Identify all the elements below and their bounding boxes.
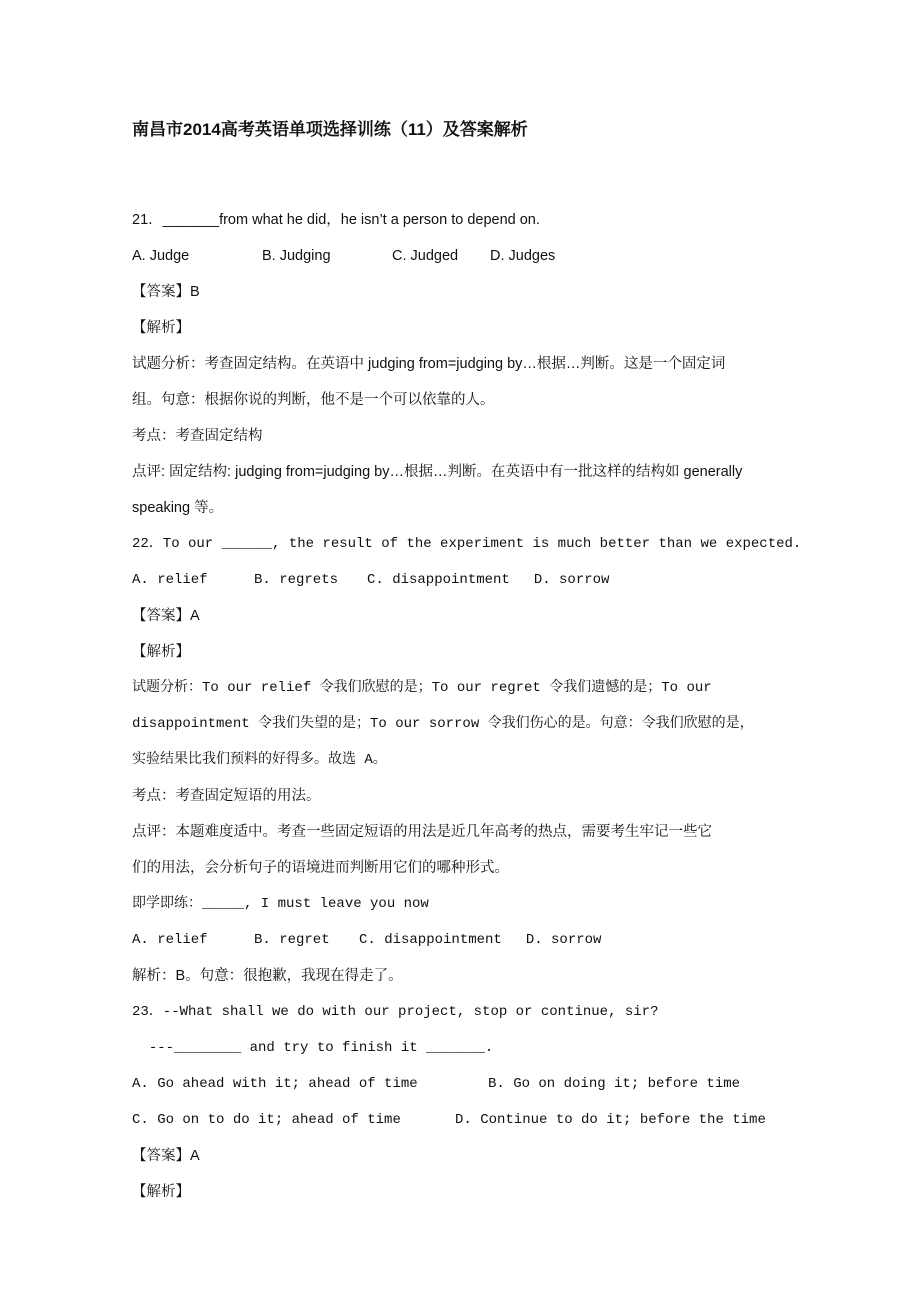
analysis-heading: 【解析】 [132,320,190,336]
practice-question: 即学即练：_____, I must leave you now [132,896,429,912]
document-page [132,0,812,1250]
option-d: D. Continue to do it; before the time [455,1112,766,1128]
option-c: C. disappointment [367,572,510,588]
question-23-stem: ---________ and try to finish it _______. [132,1040,494,1056]
analysis-heading: 【解析】 [132,1184,190,1200]
analysis-text: disappointment 令我们失望的是；To our sorrow 令我们伤心的是。句意：令我们欣慰的是， [132,716,754,732]
answer: 【答案】B [132,284,200,300]
comment-text: 点评：本题难度适中。考查一些固定短语的用法是近几年高考的热点，需要考生牢记一些它 [132,824,712,840]
analysis-text: 试题分析：考查固定结构。在英语中 judging from=judging by…根据…判断。这是一个固定词 [132,356,726,372]
question-23-options [132,1102,812,1138]
exam-point: 考点：考查固定短语的用法。 [132,788,321,804]
comment-text: 们的用法，会分析句子的语境进而判断用它们的哪种形式。 [132,860,509,876]
answer: 【答案】A [132,608,200,624]
question-21-stem: 21．_______from what he did，he isn’t a person to depend on. [132,212,540,228]
option-d: D. Judges [490,248,556,264]
option-a: A. relief [132,572,208,588]
option-a: A. Judge [132,248,190,264]
option-d: D. sorrow [533,572,610,588]
option-c: C. Judged [392,248,459,264]
analysis-text: 组。句意：根据你说的判断，他不是一个可以依靠的人。 [132,392,495,408]
analysis-text: 试题分析：To our relief 令我们欣慰的是；To our regret 令我们遗憾的是；To our [132,680,712,696]
practice-options [132,922,812,958]
page-title: 南昌市2014高考英语单项选择训练（11）及答案解析 [132,120,528,139]
option-b: B. regret [254,932,330,948]
option-b: B. Go on doing it; before time [488,1076,741,1092]
option-d: D. sorrow [525,932,602,948]
option-c: C. disappointment [359,932,502,948]
comment-text: speaking 等。 [132,500,224,516]
option-a: A. relief [132,932,208,948]
exam-point: 考点：考查固定结构 [132,428,263,444]
question-22-stem: 22．To our ______, the result of the experiment is much better than we expected. [132,536,802,552]
option-c: C. Go on to do it; ahead of time [132,1112,401,1128]
question-22-options [132,562,812,598]
option-b: B. Judging [262,248,331,264]
question-23-stem: 23．--What shall we do with our project, stop or continue, sir? [132,1004,659,1020]
analysis-heading: 【解析】 [132,644,190,660]
option-b: B. regrets [254,572,339,588]
question-21-options [132,238,812,274]
analysis-text: 实验结果比我们预料的好得多。故选 A。 [132,752,387,768]
question-23-options [132,1066,812,1102]
answer: 【答案】A [132,1148,200,1164]
comment-text: 点评: 固定结构: judging from=judging by…根据…判断。在英语中有一批这样的结构如 generally [132,464,743,480]
practice-answer: 解析：B。句意：很抱歉，我现在得走了。 [132,968,403,984]
option-a: A. Go ahead with it; ahead of time [132,1076,418,1092]
